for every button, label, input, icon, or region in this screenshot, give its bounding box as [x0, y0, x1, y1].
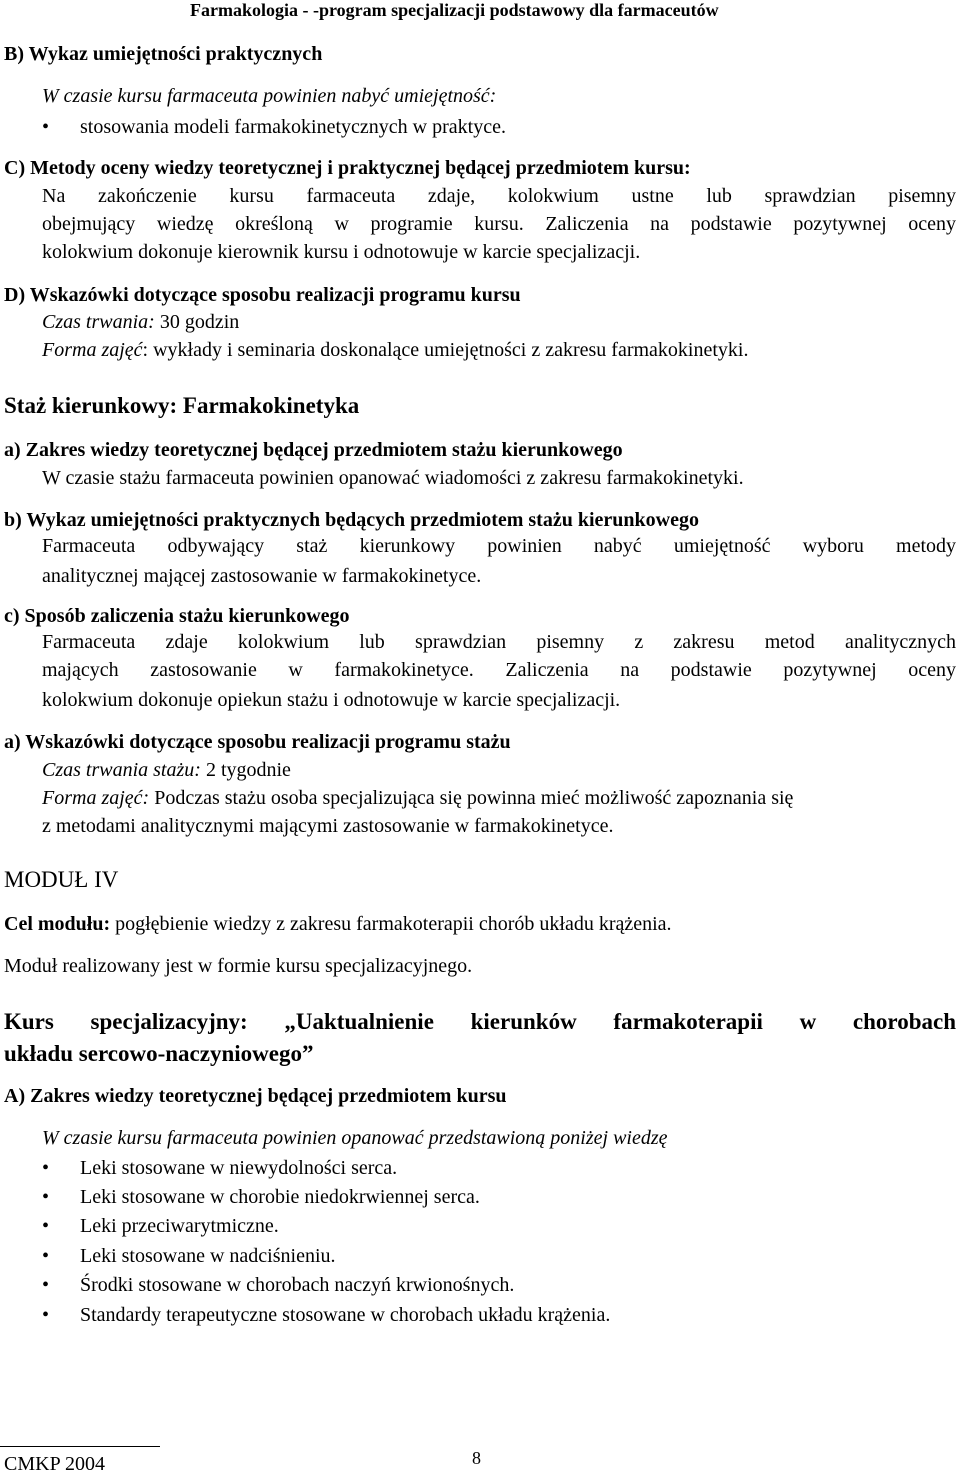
course-item: Leki stosowane w chorobie niedokrwiennej serca.	[80, 1186, 480, 1208]
section-b-item: stosowania modeli farmakokinetycznych w praktyce.	[80, 116, 506, 138]
bullet-icon	[42, 115, 62, 139]
section-b-heading: B) Wykaz umiejętności praktycznych	[4, 43, 323, 65]
footer-left: CMKP 2004	[4, 1453, 105, 1475]
page-number: 8	[472, 1448, 481, 1468]
module-goal-value: pogłębienie wiedzy z zakresu farmakoterapii chorób układu krążenia.	[110, 913, 672, 935]
course-item: Leki przeciwarytmiczne.	[80, 1215, 279, 1237]
internship-b-line-2: analitycznej mającej zastosowanie w farmakokinetyce.	[42, 565, 482, 587]
module-mode: Moduł realizowany jest w formie kursu specjalizacyjnego.	[4, 955, 473, 977]
course-item: Standardy terapeutyczne stosowane w chorobach układu krążenia.	[80, 1304, 611, 1326]
internship-form-value: Podczas stażu osoba specjalizująca się powinna mieć możliwość zapoznania się	[149, 787, 794, 809]
course-a-heading: A) Zakres wiedzy teoretycznej będącej przedmiotem kursu	[4, 1085, 507, 1107]
internship-duration-value: 2 tygodnie	[200, 759, 291, 781]
section-d-form	[42, 338, 748, 362]
course-title-line-2: układu sercowo-naczyniowego”	[4, 1041, 314, 1066]
section-c-line-2: obejmujący wiedzę określoną w programie kursu. Zaliczenia na podstawie pozytywnej oceny	[42, 213, 956, 235]
internship-b-line-1: Farmaceuta odbywający staż kierunkowy powinien nabyć umiejętność wyboru metody	[42, 535, 956, 557]
section-d-duration	[42, 310, 239, 334]
footer-rule	[0, 1446, 160, 1447]
bullet-icon	[42, 1303, 62, 1327]
form-label: Forma zajęć	[42, 339, 143, 361]
duration-label: Czas trwania:	[42, 311, 155, 333]
section-b-intro: W czasie kursu farmaceuta powinien nabyć umiejętność:	[42, 85, 497, 107]
bullet-icon	[42, 1244, 62, 1268]
bullet-icon	[42, 1156, 62, 1180]
internship-form-label: Forma zajęć:	[42, 787, 150, 809]
module-goal	[4, 912, 672, 936]
running-header: Farmakologia - -program specjalizacji podstawowy dla farmaceutów	[190, 0, 719, 20]
section-c-heading: C) Metody oceny wiedzy teoretycznej i praktycznej będącej przedmiotem kursu:	[4, 157, 691, 179]
course-item: Środki stosowane w chorobach naczyń krwionośnych.	[80, 1274, 515, 1296]
bullet-icon	[42, 1273, 62, 1297]
internship-a-heading: a) Zakres wiedzy teoretycznej będącej przedmiotem stażu kierunkowego	[4, 439, 623, 461]
internship-title: Staż kierunkowy: Farmakokinetyka	[4, 393, 360, 418]
internship-c-line-1: Farmaceuta zdaje kolokwium lub sprawdzian pisemny z zakresu metod analitycznych	[42, 631, 956, 653]
section-c-line-1: Na zakończenie kursu farmaceuta zdaje, kolokwium ustne lub sprawdzian pisemny	[42, 185, 956, 207]
section-c-line-3: kolokwium dokonuje kierownik kursu i odnotowuje w karcie specjalizacji.	[42, 241, 641, 263]
course-title-line-1: Kurs specjalizacyjny: „Uaktualnienie kierunków farmakoterapii w chorobach	[4, 1009, 956, 1034]
internship-d-form-line-2: z metodami analitycznymi mającymi zastosowanie w farmakokinetyce.	[42, 815, 614, 837]
section-d-heading: D) Wskazówki dotyczące sposobu realizacji programu kursu	[4, 284, 521, 306]
bullet-icon	[42, 1185, 62, 1209]
internship-b-heading: b) Wykaz umiejętności praktycznych będących przedmiotem stażu kierunkowego	[4, 509, 699, 531]
course-item: Leki stosowane w niewydolności serca.	[80, 1157, 398, 1179]
course-item: Leki stosowane w nadciśnieniu.	[80, 1245, 336, 1267]
internship-duration-label: Czas trwania stażu:	[42, 759, 201, 781]
duration-value: 30 godzin	[154, 311, 240, 333]
bullet-icon	[42, 1214, 62, 1238]
internship-c-line-2: mających zastosowanie w farmakokinetyce. Zaliczenia na podstawie pozytywnej oceny	[42, 659, 956, 681]
internship-d-heading: a) Wskazówki dotyczące sposobu realizacji programu stażu	[4, 731, 511, 753]
course-a-intro: W czasie kursu farmaceuta powinien opanować przedstawioną poniżej wiedzę	[42, 1127, 668, 1149]
form-value: : wykłady i seminaria doskonalące umiejętności z zakresu farmakokinetyki.	[142, 339, 749, 361]
module-title: MODUŁ IV	[4, 867, 119, 892]
internship-a-text: W czasie stażu farmaceuta powinien opanować wiadomości z zakresu farmakokinetyki.	[42, 467, 744, 489]
internship-d-form	[42, 786, 793, 810]
internship-c-heading: c) Sposób zaliczenia stażu kierunkowego	[4, 605, 350, 627]
module-goal-label: Cel modułu:	[4, 913, 111, 935]
internship-c-line-3: kolokwium dokonuje opiekun stażu i odnotowuje w karcie specjalizacji.	[42, 689, 621, 711]
internship-d-duration	[42, 758, 291, 782]
